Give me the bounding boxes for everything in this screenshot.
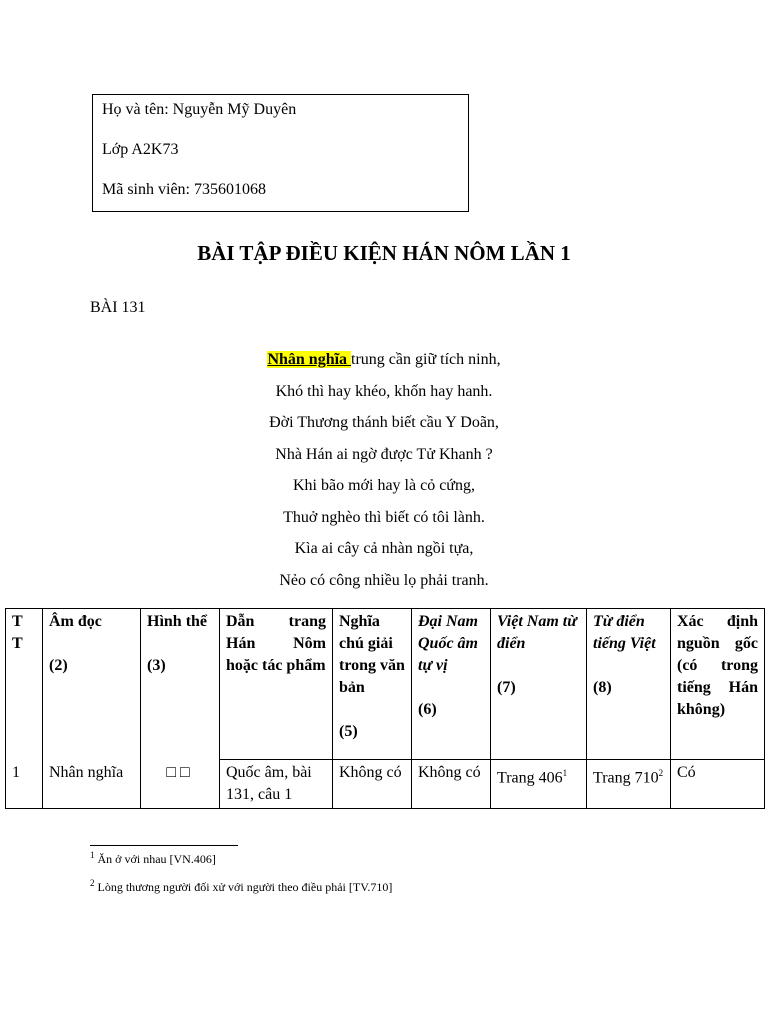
header-dan-trang: Dẫn trang Hán Nôm hoặc tác phẩm [220,609,333,760]
highlighted-term: Nhân nghĩa [267,351,352,368]
header-nghia-chu-label: Nghĩa chú giải trong văn bản [339,613,405,696]
student-info-box [92,94,469,212]
footnote-1-text: Ăn ở với nhau [VN.406] [97,852,216,866]
footnote-divider [90,845,238,846]
header-viet-nam-num: (7) [497,679,516,696]
poem-line: Nhà Hán ai ngờ được Tử Khanh ? [275,445,493,463]
header-viet-nam [491,609,587,760]
student-id: Mã sinh viên: 735601068 [102,181,266,198]
cell-xac-dinh: Có [671,760,765,809]
section-label: BÀI 131 [90,299,146,316]
cell-tu-dien [587,760,671,809]
footnote-2-text: Lòng thương người đối xử với người theo điều phải [TV.710] [97,880,393,894]
header-hinh-the-num: (3) [147,657,166,674]
cell-hinh-the [141,760,220,809]
header-tu-dien-num: (8) [593,679,612,696]
poem-line: Khi bão mới hay là cỏ cứng, [293,477,475,494]
han-characters: □□ [166,763,194,781]
table-row [6,760,765,809]
header-tu-dien [587,609,671,760]
header-dai-nam [412,609,491,760]
poem-line: Thuở nghèo thì biết có tôi lành. [283,508,485,526]
header-hinh-the [141,609,220,760]
poem-line-1 [0,346,768,378]
footnote-1 [90,850,216,867]
header-am-doc-num: (2) [49,657,68,674]
footnote-2-num: 2 [90,878,95,888]
cell-nghia-chu: Không có [333,760,412,809]
poem-line: Khó thì hay khéo, khốn hay hanh. [275,382,493,400]
header-viet-nam-label: Việt Nam từ điển [497,613,577,652]
header-xac-dinh: Xác định nguồn gốc (có trong tiếng Hán không) [671,609,765,760]
header-tu-dien-label: Từ điển tiếng Việt [593,613,656,652]
cell-viet-nam [491,760,587,809]
header-tt: T T [6,609,43,760]
footnote-2 [90,878,392,895]
footnote-ref-1[interactable]: 1 [562,768,568,778]
page-title: BÀI TẬP ĐIỀU KIỆN HÁN NÔM LẦN 1 [197,241,571,265]
table-header-row [6,609,765,760]
cell-tu-dien-text: Trang 710 [593,769,659,787]
cell-dan-trang: Quốc âm, bài 131, câu 1 [220,760,333,809]
header-nghia-chu-num: (5) [339,723,358,740]
student-class: Lớp A2K73 [102,141,179,158]
poem-line-1-rest: trung cần giữ tích ninh, [351,351,501,368]
header-dai-nam-label: Đại Nam Quốc âm tự vị [418,613,478,674]
header-am-doc-label: Âm đọc [49,613,102,630]
poem-line: Kìa ai cây cả nhàn ngồi tựa, [294,540,474,557]
cell-am-doc: Nhân nghĩa [43,760,141,809]
header-dai-nam-num: (6) [418,701,437,718]
cell-dai-nam: Không có [412,760,491,809]
student-name: Họ và tên: Nguyễn Mỹ Duyên [102,101,297,118]
header-nghia-chu [333,609,412,760]
header-am-doc [43,609,141,760]
cell-viet-nam-text: Trang 406 [497,769,563,787]
cell-tt: 1 [6,760,43,809]
footnote-ref-2[interactable]: 2 [658,768,664,778]
footnote-1-num: 1 [90,850,95,860]
poem-line: Nẻo có công nhiều lọ phải tranh. [279,571,489,589]
analysis-table [5,608,765,809]
poem-line: Đời Thương thánh biết cầu Y Doãn, [269,414,499,431]
poem [0,346,768,598]
header-hinh-the-label: Hình thể [147,613,208,630]
